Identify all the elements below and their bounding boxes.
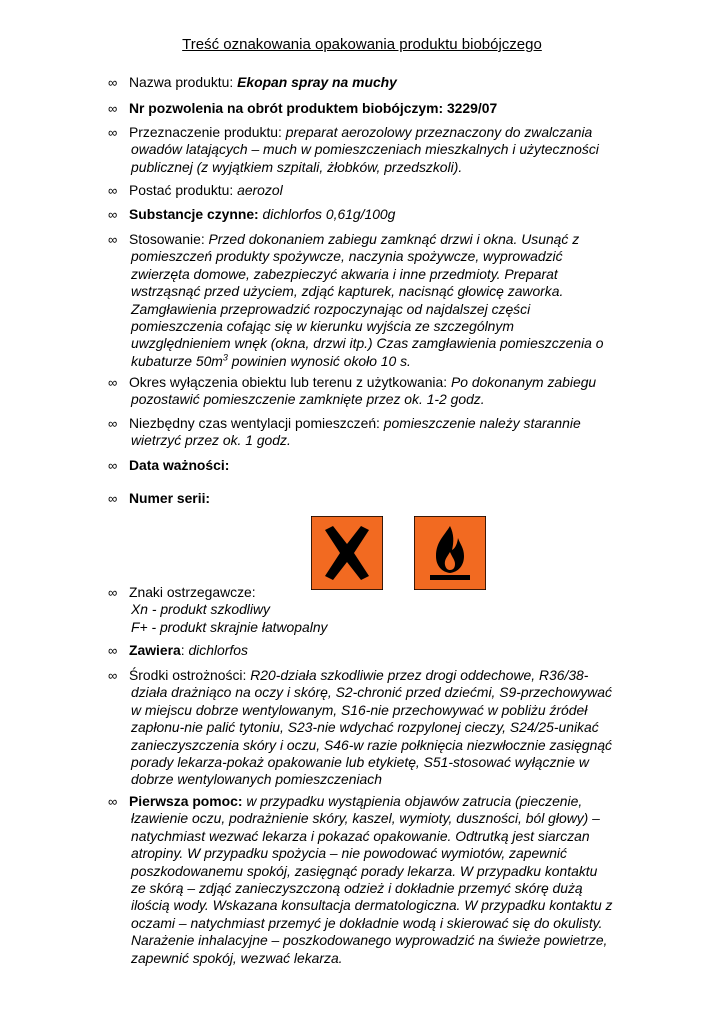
bullet-icon: ∞ [108,207,118,222]
contains-sep: : [180,642,189,658]
list-item-permit [108,100,648,117]
usage-line: powinien wynosić około 10 s. [227,352,411,369]
ventilation-label: Niezbędny czas wentylacji pomieszczeń: [129,415,384,431]
list-item-batch [108,490,648,507]
precautions-line: R20-działa szkodliwie przez drogi oddechowe, R36/38- [250,667,589,683]
bullet-icon: ∞ [108,125,118,140]
list-item-precautions [108,667,648,789]
ventilation-line: wietrzyć przez ok. 1 godz. [131,432,291,449]
list-item-ventilation [108,415,648,450]
form-label: Postać produktu: [129,182,238,198]
precautions-line: w miejscu dobrze wentylowanym, S16-nie przechowywać w pobliżu źródeł [131,701,588,718]
harmful-cross-icon [311,516,383,590]
precautions-label: Środki ostrożności: [129,667,251,683]
active-value: dichlorfos 0,61g/100g [262,206,396,222]
usage-line: pomieszczenia cofając się w kierunku wyjścia ze szczególnym [131,318,514,335]
bullet-icon: ∞ [108,668,118,683]
firstaid-line: w przypadku wystąpienia objawów zatrucia (pieczenie, [246,793,583,809]
precautions-line: dobrze wentylowanych pomieszczeniach [131,771,382,788]
list-item-product-name [108,74,648,91]
warnings-label: Znaki ostrzegawcze: [129,584,256,600]
list-item-purpose [108,124,648,176]
firstaid-label: Pierwsza pomoc: [129,793,247,809]
flame-icon [414,516,486,590]
product-name-value: Ekopan spray na muchy [237,74,397,90]
firstaid-line: zapewnić spokój, wezwać lekarza. [131,949,343,966]
list-item-first-aid [108,793,648,967]
contains-label: Zawiera [129,642,181,658]
expiry-label: Data ważności: [129,457,230,473]
bullet-icon: ∞ [108,794,118,809]
bullet-icon: ∞ [108,643,118,658]
form-value: aerozol [237,182,283,198]
contains-value: dichlorfos [188,642,248,658]
firstaid-line: oczami – natychmiast przemyć je dokładnie wodą i skierować się do okulisty. [131,914,603,931]
list-item-expiry [108,457,648,474]
bullet-icon: ∞ [108,232,118,247]
precautions-line: zanieczyszczenia skóry i oczu, S46-w razie połknięcia niezwłocznie zasięgnąć [131,736,612,753]
warning-line: Xn - produkt szkodliwy [131,601,270,618]
permit-label: Nr pozwolenia na obrót produktem biobójczym: 3229/07 [129,100,498,116]
usage-line: Zamgławienia przeprowadzić rozpoczynając od najdalszej części [131,300,531,317]
usage-line: kubaturze 50m [131,352,223,369]
active-label: Substancje czynne: [129,206,263,222]
list-item-warnings [108,584,648,636]
warning-line: F+ - produkt skrajnie łatwopalny [131,618,328,635]
exclusion-label: Okres wyłączenia obiektu lub terenu z użytkowania: [129,374,451,390]
bullet-icon: ∞ [108,375,118,390]
purpose-line: preparat aerozolowy przeznaczony do zwalczania [285,124,593,140]
precautions-line: porady lekarza-pokaż opakowanie lub etykietę, S51-stosować wyłącznie w [131,754,589,771]
usage-line: uwzględnieniem wnęk (okna, drzwi itp.) Czas zamgławienia pomieszczenia o [131,335,604,352]
bullet-icon: ∞ [108,491,118,506]
list-item-contains [108,642,648,659]
product-name-label: Nazwa produktu: [129,74,238,90]
bullet-icon: ∞ [108,75,118,90]
purpose-line: publicznej (z wyjątkiem szpitali, żłobków, przedszkoli). [131,158,463,175]
precautions-line: zapłonu-nie palić tytoniu, S23-nie wdychać rozpylonej cieczy, S24/25-unikać [131,719,599,736]
list-item-active-substance [108,206,648,223]
firstaid-line: łzawienie oczu, podrażnienie skóry, kaszel, wymioty, duszności, ból głowy) – [131,810,600,827]
firstaid-line: ze skórą – zdjąć zanieczyszczoną odzież i dokładnie przemyć skórę dużą [131,880,583,897]
superscript: 3 [222,352,228,363]
purpose-line: owadów latających – much w pomieszczeniach mieszkalnych i użyteczności [131,141,599,158]
firstaid-line: natychmiast wezwać lekarza i pokazać opakowanie. Odtrutką jest siarczan [131,827,590,844]
exclusion-line: pozostawić pomieszczenie zamknięte przez ok. 1-2 godz. [131,391,485,408]
purpose-label: Przeznaczenie produktu: [129,124,286,140]
usage-line: Przed dokonaniem zabiegu zamknąć drzwi i okna. Usunąć z [208,231,580,247]
firstaid-line: atropiny. W przypadku spożycia – nie powodować wymiotów, zapewnić [131,845,567,862]
usage-line: wstrząsnąć przed użyciem, zdjąć kapturek, nacisnąć głowicę zaworka. [131,283,564,300]
firstaid-line: Narażenie inhalacyjne – poszkodowanego wyprowadzić na świeże powietrze, [131,932,608,949]
exclusion-line: Po dokonanym zabiegu [450,374,597,390]
usage-line: pomieszczeń produkty spożywcze, naczynia spożywcze, wyprowadzić [131,248,563,265]
ventilation-line: pomieszczenie należy starannie [383,415,581,431]
bullet-icon: ∞ [108,416,118,431]
precautions-line: działa drażniąco na oczy i skórę, S2-chronić przed dziećmi, S9-przechowywać [131,684,612,701]
batch-label: Numer serii: [129,490,211,506]
bullet-icon: ∞ [108,101,118,116]
firstaid-line: ilością wody. Wskazana konsultacja dermatologiczna. W przypadku kontaktu z [131,897,613,914]
bullet-icon: ∞ [108,458,118,473]
list-item-usage [108,231,648,370]
list-item-exclusion [108,374,648,409]
usage-line: zwierzęta domowe, zabezpieczyć akwaria i inne przedmioty. Preparat [131,265,558,282]
hazard-pictograms [0,516,724,592]
bullet-icon: ∞ [108,183,118,198]
usage-label: Stosowanie: [129,231,209,247]
firstaid-line: poszkodowanemu spokój, zasięgnąć porady lekarza. W przypadku kontaktu [131,862,598,879]
page-title: Treść oznakowania opakowania produktu biobójczego [182,36,542,53]
list-item-form [108,182,648,199]
bullet-icon: ∞ [108,585,118,600]
